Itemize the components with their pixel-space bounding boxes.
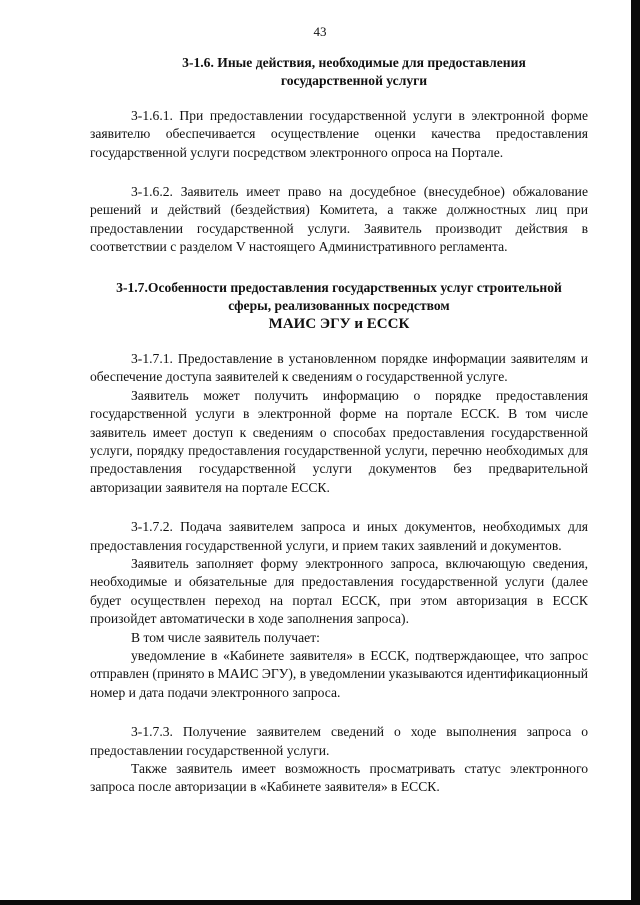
paragraph: Также заявитель имеет возможность просматривать статус электронного запроса после авторизации в «Кабинете заявителя» в ЕССК. bbox=[90, 761, 588, 795]
paragraph: В том числе заявитель получает: bbox=[131, 629, 320, 645]
section-heading-3-1-6 bbox=[90, 54, 588, 91]
section-heading-3-1-7 bbox=[90, 279, 588, 334]
paragraph: Заявитель заполняет форму электронного запроса, включающую сведения, необходимые и обязательные для предоставления государственной услуги (далее будет осуществлен переход на портал ЕССК, при этом авторизация в ЕССК произойдет автоматически в ходе заполнения запроса). bbox=[90, 555, 588, 627]
paragraph: уведомление в «Кабинете заявителя» в ЕССК, подтверждающее, что запрос отправлен (принято в МАИС ЭГУ), в уведомлении указываются идентификационный номер и дата подачи электронного запроса. bbox=[90, 647, 588, 700]
scan-border-right bbox=[631, 0, 640, 905]
paragraph-3-1-7-1: 3-1.7.1. Предоставление в установленном порядке информации заявителям и обеспечение доступа заявителей к сведениям о государственной услуге. bbox=[90, 350, 588, 385]
heading-line: 3-1.6. Иные действия, необходимые для предоставления bbox=[182, 55, 526, 70]
heading-line: МАИС ЭГУ и ЕССК bbox=[268, 316, 410, 333]
paragraph-3-1-7-3: 3-1.7.3. Получение заявителем сведений о ходе выполнения запроса о предоставлении государственной услуги. bbox=[90, 724, 588, 758]
paragraph-3-1-6-2: 3-1.6.2. Заявитель имеет право на досудебное (внесудебное) обжалование решений и действий (бездействия) Комитета, а также должностных лиц при предоставлении государственной услуги. Заявитель производит действия в соответствии с разделом V настоящего Административного регламента. bbox=[90, 184, 588, 255]
document-body bbox=[90, 54, 588, 797]
scan-border-bottom bbox=[0, 900, 640, 905]
page-number: 43 bbox=[313, 24, 327, 39]
heading-line: сферы, реализованных посредством bbox=[228, 298, 450, 314]
heading-line: государственной услуги bbox=[280, 73, 428, 89]
paragraph-3-1-7-2: 3-1.7.2. Подача заявителем запроса и иных документов, необходимых для предоставления государственной услуги, и прием таких заявлений и документов. bbox=[90, 519, 588, 553]
heading-line: 3-1.7.Особенности предоставления государственных услуг строительной bbox=[116, 279, 562, 295]
paragraph: Заявитель может получить информацию о порядке предоставления государственной услуги в электронной форме на портале ЕССК. В том числе заявитель имеет доступ к сведениям о способах предоставления государственной услуги, порядку предоставления государственной услуги, перечню необходимых для предоставления государственной услуги документов без предварительной авторизации заявителя на портале ЕССК. bbox=[90, 387, 588, 495]
paragraph-3-1-6-1: 3-1.6.1. При предоставлении государственной услуги в электронной форме заявителю обеспечивается осуществление оценки качества предоставления государственной услуги посредством электронного опроса на Портале. bbox=[90, 107, 588, 160]
